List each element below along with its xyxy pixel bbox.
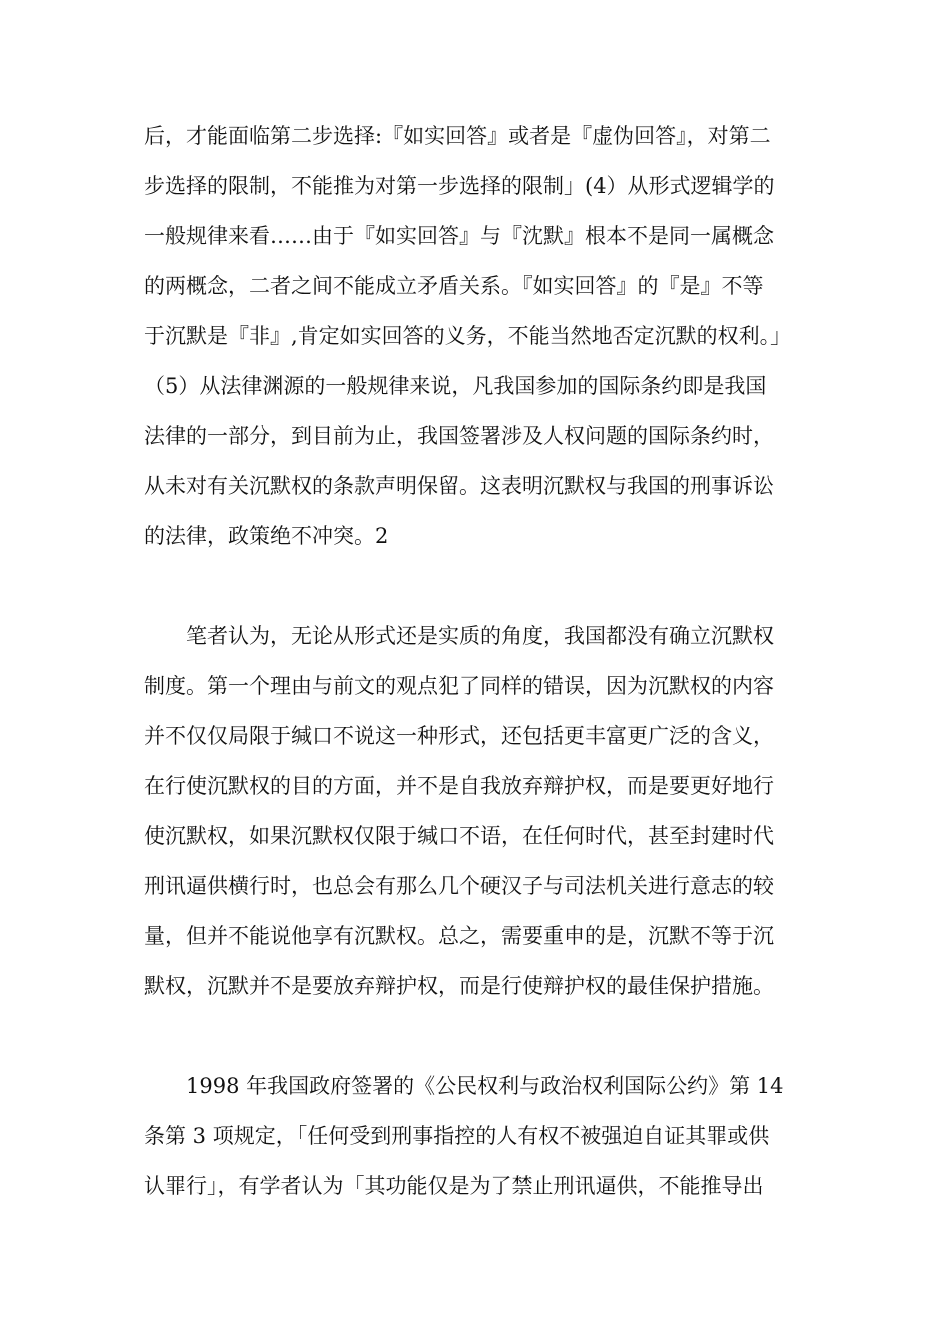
paragraph-2-line-3: 并不仅仅局限于缄口不说这一种形式，还包括更丰富更广泛的含义， (144, 724, 774, 748)
paragraph-3-line-2: 条第 3 项规定，「任何受到刑事指控的人有权不被强迫自证其罪或供 (144, 1124, 770, 1148)
paragraph-1-line-8: 从未对有关沉默权的条款声明保留。这表明沉默权与我国的刑事诉讼 (144, 474, 774, 498)
paragraph-2-line-4: 在行使沉默权的目的方面，并不是自我放弃辩护权，而是要更好地行 (144, 774, 774, 798)
paragraph-1-line-3: 一般规律来看……由于『如实回答』与『沈默』根本不是同一属概念 (144, 224, 774, 248)
paragraph-1-line-7: 法律的一部分，到目前为止，我国签署涉及人权问题的国际条约时， (144, 424, 774, 448)
paragraph-3-line-3: 认罪行」，有学者认为「其功能仅是为了禁止刑讯逼供，不能推导出 (144, 1174, 764, 1198)
paragraph-2-line-5: 使沉默权，如果沉默权仅限于缄口不语，在任何时代，甚至封建时代 (144, 824, 774, 848)
paragraph-1-line-5: 于沉默是『非』,肯定如实回答的义务，不能当然地否定沉默的权利。」 (144, 324, 792, 348)
paragraph-2-line-2: 制度。第一个理由与前文的观点犯了同样的错误，因为沉默权的内容 (144, 674, 774, 698)
paragraph-1-line-9: 的法律，政策绝不冲突。2 (144, 524, 389, 548)
paragraph-2-line-8: 默权，沉默并不是要放弃辩护权，而是行使辩护权的最佳保护措施。 (144, 974, 774, 998)
paragraph-3-line-1: 1998 年我国政府签署的《公民权利与政治权利国际公约》第 14 (186, 1074, 784, 1098)
paragraph-1-line-2: 步选择的限制，不能推为对第一步选择的限制」(4）从形式逻辑学的 (144, 174, 775, 198)
paragraph-1-line-4: 的两概念，二者之间不能成立矛盾关系。『如实回答』的『是』不等 (144, 274, 764, 298)
paragraph-2-line-1: 笔者认为，无论从形式还是实质的角度，我国都没有确立沉默权 (186, 624, 774, 648)
paragraph-1-line-1: 后，才能面临第二步选择:『如实回答』或者是『虚伪回答』，对第二 (144, 124, 771, 148)
paragraph-2-line-6: 刑讯逼供横行时，也总会有那么几个硬汉子与司法机关进行意志的较 (144, 874, 774, 898)
paragraph-2-line-7: 量，但并不能说他享有沉默权。总之，需要重申的是，沉默不等于沉 (144, 924, 774, 948)
paragraph-1-line-6: （5）从法律渊源的一般规律来说，凡我国参加的国际条约即是我国 (144, 374, 767, 398)
